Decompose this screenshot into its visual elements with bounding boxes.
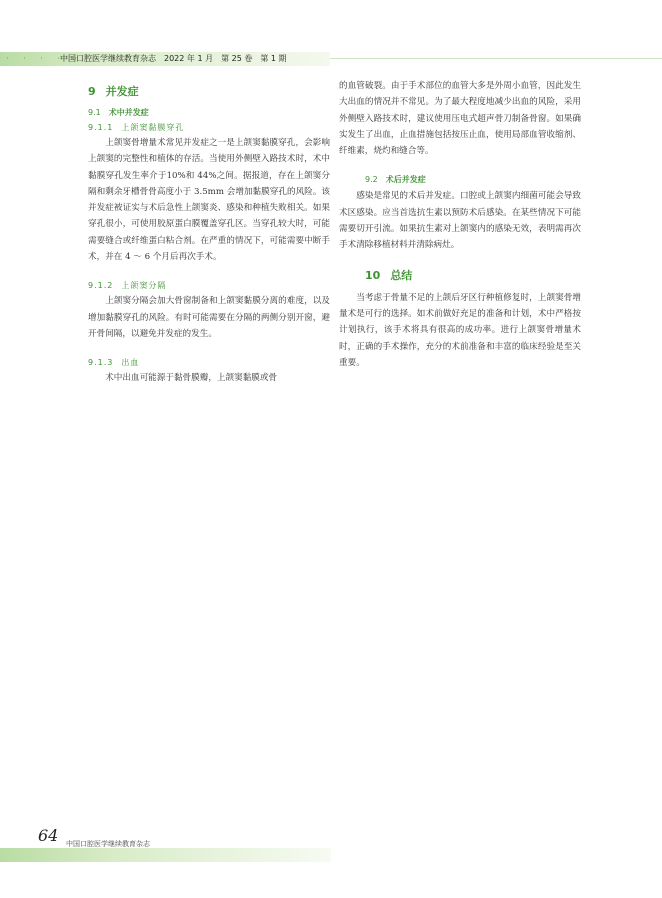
subsubsection-number: 9.1.2 [88, 281, 114, 291]
running-header: 中国口腔医学继续教育杂志 2022 年 1 月 第 25 卷 第 1 期 [60, 54, 287, 63]
paragraph-9-1-1: 上颌窦骨增量术常见并发症之一是上颌窦黏膜穿孔，会影响上颌窦的完整性和植体的存活。当使用外侧壁入路技术时，术中黏膜穿孔发生率介于10%和 44%之间。据报道，存在上颌窦分隔和剩余牙槽骨骨高度小于 3.5mm 会增加黏膜穿孔的风险。该并发症被证实与术后急性上颌窦炎、感染和种植失败相关。如果穿孔很小，可使用胶原蛋白膜覆盖穿孔区。当穿孔较大时，可能需要缝合或纤维蛋白粘合剂。在严重的情况下，可能需要中断手术，并在 4 ～ 6 个月后再次手术。 [88, 138, 330, 263]
subsubsection-number: 9.1.3 [88, 358, 114, 368]
subsection-heading-9-2 [339, 173, 581, 187]
section-title: 并发症 [105, 85, 139, 98]
paragraph-9-1-2: 上颌窦分隔会加大骨窗制备和上颌窦黏膜分离的难度，以及增加黏膜穿孔的风险。有时可能需要在分隔的两侧分别开窗，避开骨间隔，以避免并发症的发生。 [88, 296, 330, 339]
left-column [88, 82, 330, 387]
subsection-number: 9.1 [88, 108, 101, 117]
subsection-heading-9-1 [88, 106, 330, 120]
paragraph-9-1-3-start: 术中出血可能源于黏骨膜瓣，上颌窦黏膜或骨 [105, 373, 278, 384]
paragraph-9-1-3-continued: 的血管破裂。由于手术部位的血管大多是外周小血管，因此发生大出血的情况并不常见。为了最大程度地减少出血的风险，采用外侧壁入路技术时，建议使用压电式超声骨刀制备骨窗。如果确实发生了出血，止血措施包括按压止血，使用局部血管收缩剂、纤维素，烧灼和缝合等。 [339, 81, 581, 157]
subsection-number: 9.2 [365, 175, 378, 185]
subsubsection-title: 上颌窦黏膜穿孔 [121, 123, 185, 132]
section-number: 10 [365, 268, 381, 282]
subsubsection-heading-9-1-1 [88, 121, 330, 135]
paragraph-9-2: 感染是常见的术后并发症。口腔或上颌窦内细菌可能会导致术区感染。应当首选抗生素以预防术后感染。在某些情况下可能需要切开引流。如果抗生素对上颌窦内的感染无效，表明需再次手术清除移植材料并清除病灶。 [339, 191, 581, 251]
subsection-title: 术中并发症 [108, 108, 149, 117]
page-number: 64 [38, 826, 59, 845]
header-rule [330, 58, 662, 59]
subsubsection-title: 上颌窦分隔 [121, 281, 167, 291]
footer-journal-name: 中国口腔医学继续教育杂志 [66, 840, 150, 848]
subsubsection-heading-9-1-2 [88, 279, 330, 293]
section-heading-9 [88, 82, 330, 102]
subsubsection-heading-9-1-3 [88, 356, 330, 370]
subsubsection-title: 出血 [121, 358, 140, 368]
section-title: 总结 [390, 268, 413, 282]
section-number: 9 [88, 85, 96, 98]
section-heading-10 [339, 266, 581, 286]
subsubsection-number: 9.1.1 [88, 123, 114, 132]
right-column [339, 78, 581, 371]
paragraph-10: 当考虑于骨量不足的上颌后牙区行种植修复时，上颌窦骨增量术是可行的选择。如术前做好充足的准备和计划，术中严格按计划执行，该手术将具有很高的成功率。进行上颌窦骨增量术时，正确的手术操作，充分的术前准备和丰富的临床经验是至关重要。 [339, 292, 581, 368]
header-dots: · · · · · [6, 54, 83, 63]
subsection-title: 术后并发症 [385, 175, 426, 185]
footer-band [0, 848, 331, 862]
